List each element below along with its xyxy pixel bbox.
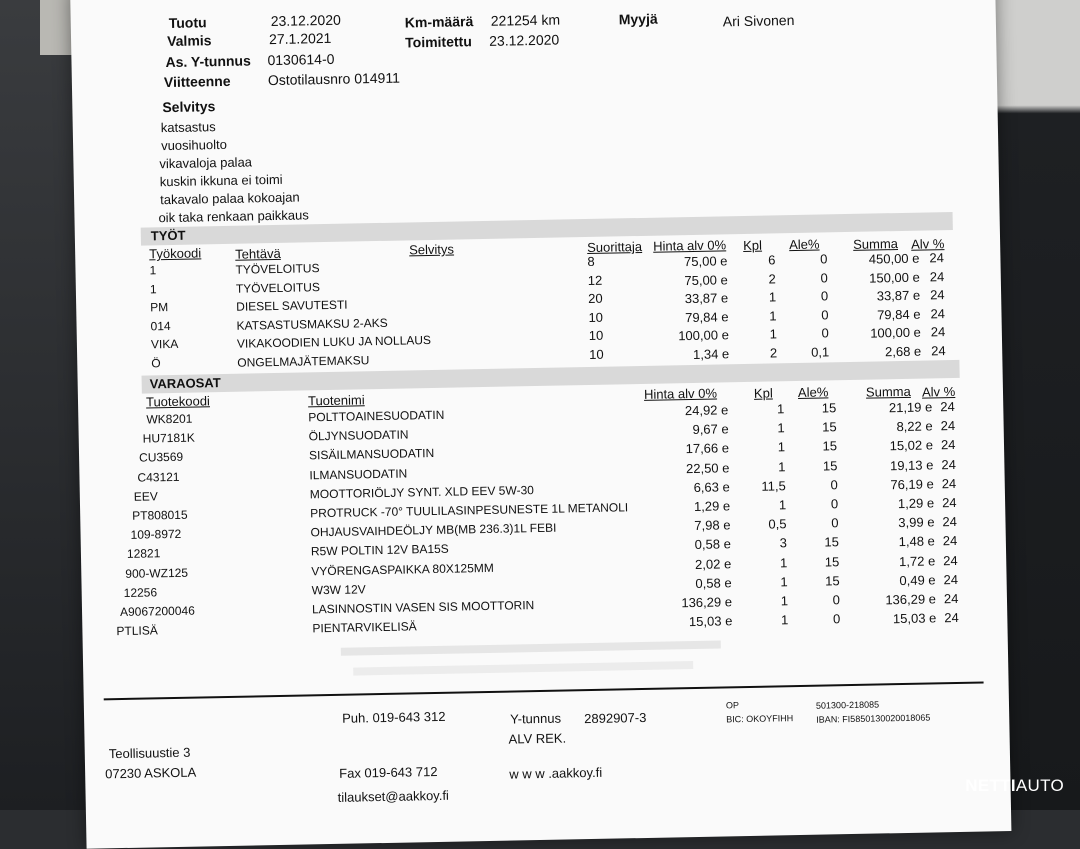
tyot-cell-disc: 0 (820, 269, 828, 286)
viitteenne-label: Viitteenne (163, 72, 231, 91)
tyot-cell-sum: 100,00 e (870, 324, 921, 341)
varaosat-cell-qty: 1 (780, 612, 789, 628)
varaosat-cell-qty: 1 (780, 574, 788, 590)
varaosat-cell-code: EEV (133, 489, 158, 504)
tyot-col-disc: Ale% (788, 236, 820, 253)
tyot-cell-worker: 10 (589, 346, 604, 362)
footer-phone: Puh. 019-643 312 (341, 708, 446, 726)
varaosat-cell-vat: 24 (940, 418, 956, 434)
tyot-cell-worker: 10 (588, 309, 604, 325)
varaosat-cell-price: 0,58 e (694, 536, 732, 553)
varaosat-cell-price: 17,66 e (685, 440, 730, 457)
varaosat-cell-sum: 15,03 e (892, 610, 937, 627)
varaosat-cell-code: WK8201 (146, 411, 193, 427)
varaosat-cell-sum: 1,48 e (898, 533, 935, 550)
varaosat-cell-vat: 24 (941, 494, 957, 511)
varaosat-cell-name: ÖLJYNSUODATIN (308, 427, 409, 444)
kmmaara-label: Km-määrä (404, 13, 474, 31)
tyot-cell-sum: 450,00 e (868, 250, 920, 267)
varaosat-cell-code: 12256 (123, 585, 158, 600)
tuotu-label: Tuotu (168, 14, 207, 31)
tyot-cell-price: 100,00 e (678, 327, 729, 344)
varaosat-cell-sum: 15,02 e (889, 437, 934, 454)
tyot-cell-qty: 1 (768, 289, 777, 305)
footer-email: tilaukset@aakkoy.fi (337, 787, 450, 805)
footer-address2: 07230 ASKOLA (105, 764, 197, 782)
tyot-cell-code: VIKA (150, 336, 179, 352)
tyot-cell-task: TYÖVELOITUS (235, 279, 321, 296)
varaosat-cell-vat: 24 (941, 456, 956, 472)
bleed-through (341, 641, 721, 656)
varaosat-cell-price: 136,29 e (681, 594, 733, 611)
selvitys-title: Selvitys (162, 98, 216, 116)
varaosat-cell-code: 12821 (126, 546, 161, 562)
tyot-cell-worker: 12 (587, 272, 603, 288)
varaosat-cell-disc: 15 (824, 553, 840, 570)
footer-divider (104, 681, 984, 700)
varaosat-cell-code: PT808015 (132, 507, 188, 523)
varaosat-cell-qty: 1 (780, 593, 789, 609)
toimitettu-label: Toimitettu (405, 33, 472, 51)
varaosat-cell-vat: 24 (943, 552, 958, 568)
tyot-col-price: Hinta alv 0% (652, 237, 727, 254)
varaosat-cell-name: OHJAUSVAIHDEÖLJY MB(MB 236.3)1L FEBI (310, 520, 557, 540)
tyot-cell-code: Ö (151, 355, 161, 370)
varaosat-cell-disc: 0 (832, 592, 841, 608)
tyot-col-worker: Suorittaja (587, 238, 643, 255)
tyot-cell-task: KATSASTUSMAKSU 2-AKS (236, 315, 388, 333)
varaosat-cell-name: VYÖRENGASPAIKKA 80X125MM (311, 560, 494, 578)
varaosat-col-disc: Ale% (797, 384, 829, 400)
footer-ytunnus-label: Y-tunnus (510, 710, 562, 727)
varaosat-cell-price: 1,29 e (693, 498, 731, 514)
tuotu-value: 23.12.2020 (270, 11, 341, 30)
tyot-cell-qty: 1 (769, 326, 777, 342)
valmis-label: Valmis (166, 32, 212, 50)
tyot-cell-price: 79,84 e (684, 308, 729, 325)
varaosat-cell-vat: 24 (942, 514, 958, 530)
varaosat-cell-disc: 0 (830, 477, 838, 493)
varaosat-cell-disc: 15 (822, 457, 838, 474)
tyot-cell-code: PM (150, 300, 169, 315)
tyot-col-task: Tehtävä (235, 245, 281, 262)
valmis-value: 27.1.2021 (268, 29, 332, 48)
varaosat-cell-sum: 1,29 e (897, 495, 935, 512)
tyot-cell-task: TYÖVELOITUS (235, 261, 320, 277)
varaosat-cell-code: CU3569 (138, 450, 184, 466)
selvitys-line: oik taka renkaan paikkaus (158, 207, 309, 226)
tyot-col-qty: Kpl (742, 237, 763, 254)
tyot-cell-vat: 24 (930, 305, 946, 321)
tyot-cell-qty: 6 (768, 252, 776, 268)
toimitettu-value: 23.12.2020 (489, 31, 560, 49)
varaosat-cell-name: MOOTTORIÖLJY SYNT. XLD EEV 5W-30 (309, 482, 534, 502)
tyot-cell-vat: 24 (929, 268, 945, 284)
varaosat-cell-vat: 24 (940, 437, 956, 453)
varaosat-cell-price: 0,58 e (695, 575, 732, 591)
varaosat-cell-sum: 3,99 e (898, 514, 935, 531)
varaosat-cell-vat: 24 (942, 533, 958, 549)
selvitys-line: kuskin ikkuna ei toimi (159, 171, 283, 190)
tyot-cell-disc: 0 (821, 306, 829, 323)
varaosat-cell-price: 9,67 e (692, 421, 729, 438)
varaosat-cell-qty: 11,5 (761, 478, 786, 494)
tyot-cell-qty: 1 (769, 307, 777, 324)
selvitys-line: vuosihuolto (160, 136, 228, 154)
footer-fax: Fax 019-643 712 (339, 763, 438, 781)
varaosat-cell-code: 109-8972 (130, 527, 182, 543)
footer-iban: IBAN: FI5850130020018065 (816, 712, 931, 725)
watermark-part1: NETTI (965, 776, 1016, 795)
varaosat-col-qty: Kpl (753, 385, 773, 401)
viitteenne-value: Ostotilausnro 014911 (267, 69, 401, 89)
varaosat-cell-disc: 0 (830, 496, 839, 512)
selvitys-line: katsastus (160, 119, 216, 136)
tyot-cell-task: VIKAKOODIEN LUKU JA NOLLAUS (236, 333, 432, 351)
varaosat-cell-name: PIENTARVIKELISÄ (312, 619, 417, 636)
varaosat-cell-qty: 3 (779, 535, 788, 551)
varaosat-cell-name: R5W POLTIN 12V BA15S (310, 542, 449, 559)
tyot-cell-price: 1,34 e (692, 345, 730, 362)
tyot-col-sum: Summa (852, 236, 899, 252)
varaosat-cell-code: A9067200046 (119, 603, 195, 620)
varaosat-cell-qty: 1 (776, 401, 785, 417)
varaosat-cell-vat: 24 (943, 571, 959, 588)
footer-address1: Teollisuustie 3 (108, 744, 191, 762)
varaosat-cell-name: ILMANSUODATIN (309, 466, 408, 482)
varaosat-cell-name: SISÄILMANSUODATIN (308, 446, 435, 463)
footer-account: 501300-218085 (815, 699, 880, 711)
tyot-cell-code: 014 (150, 318, 171, 333)
varaosat-cell-sum: 8,22 e (896, 418, 933, 435)
varaosat-cell-price: 7,98 e (694, 517, 731, 534)
varaosat-cell-vat: 24 (944, 610, 959, 626)
varaosat-cell-code: C43121 (137, 469, 180, 485)
tyot-cell-disc: 0 (821, 325, 829, 341)
tyot-cell-sum: 79,84 e (876, 306, 921, 322)
footer-ytunnus-value: 2892907-3 (584, 709, 647, 727)
varaosat-title: VARAOSAT (149, 375, 221, 392)
tyot-cell-price: 33,87 e (684, 290, 729, 307)
varaosat-col-vat: Alv % (921, 383, 956, 400)
varaosat-cell-qty: 1 (778, 497, 787, 513)
asytunnus-label: As. Y-tunnus (165, 52, 251, 71)
tyot-cell-price: 75,00 e (683, 253, 728, 270)
varaosat-cell-vat: 24 (943, 590, 959, 607)
varaosat-cell-disc: 0 (831, 515, 839, 531)
footer-bic: BIC: OKOYFIHH (726, 713, 794, 725)
tyot-cell-code: 1 (149, 263, 157, 278)
tyot-cell-vat: 24 (931, 342, 946, 358)
tyot-cell-qty: 2 (768, 270, 776, 287)
varaosat-cell-vat: 24 (941, 475, 957, 492)
tyot-cell-qty: 2 (769, 344, 778, 361)
tyot-cell-worker: 10 (588, 327, 604, 343)
varaosat-cell-disc: 15 (824, 534, 839, 550)
varaosat-cell-name: POLTTOAINESUODATIN (308, 407, 445, 425)
tyot-cell-worker: 20 (587, 290, 603, 306)
footer-bank: OP (725, 700, 740, 711)
varaosat-cell-sum: 21,19 e (888, 399, 933, 416)
varaosat-cell-sum: 19,13 e (889, 456, 934, 473)
asytunnus-value: 0130614-0 (267, 50, 335, 69)
varaosat-col-code: Tuotekoodi (145, 393, 211, 410)
tyot-cell-task: ONGELMAJÄTEMAKSU (237, 352, 370, 370)
invoice-paper (70, 0, 1011, 849)
varaosat-cell-name: W3W 12V (311, 582, 366, 598)
varaosat-cell-name: LASINNOSTIN VASEN SIS MOOTTORIN (311, 598, 535, 617)
tyot-cell-sum: 150,00 e (869, 269, 920, 286)
myyja-value: Ari Sivonen (722, 11, 795, 30)
varaosat-cell-name: PROTRUCK -70° TUULILASINPESUNESTE 1L METANOLI (310, 500, 629, 521)
tyot-cell-vat: 24 (929, 287, 945, 303)
bleed-through (353, 661, 693, 676)
varaosat-cell-price: 6,63 e (693, 479, 730, 495)
varaosat-cell-qty: 0,5 (768, 516, 787, 532)
varaosat-cell-disc: 15 (821, 400, 837, 416)
footer-alv: ALV REK. (508, 730, 567, 747)
tyot-cell-price: 75,00 e (684, 271, 728, 288)
varaosat-cell-code: 900-WZ125 (125, 565, 189, 581)
nettiauto-watermark (965, 776, 1064, 796)
varaosat-cell-qty: 1 (777, 420, 785, 436)
myyja-label: Myyjä (618, 10, 658, 28)
varaosat-cell-sum: 1,72 e (898, 552, 936, 569)
tyot-cell-worker: 8 (587, 253, 595, 269)
tyot-cell-code: 1 (149, 281, 157, 296)
varaosat-cell-price: 22,50 e (685, 459, 730, 476)
varaosat-cell-disc: 15 (824, 573, 840, 589)
tyot-col-code: Työkoodi (149, 245, 202, 262)
varaosat-cell-price: 24,92 e (684, 402, 729, 419)
tyot-title: TYÖT (150, 227, 186, 244)
tyot-cell-sum: 2,68 e (884, 343, 922, 359)
varaosat-cell-sum: 0,49 e (899, 572, 936, 588)
watermark-part2: AUTO (1015, 776, 1064, 795)
tyot-cell-disc: 0,1 (810, 343, 830, 360)
varaosat-cell-sum: 136,29 e (885, 591, 937, 608)
varaosat-cell-disc: 15 (822, 419, 837, 435)
tyot-cell-disc: 0 (820, 288, 829, 304)
varaosat-cell-disc: 0 (832, 611, 841, 627)
varaosat-cell-price: 15,03 e (688, 613, 733, 630)
varaosat-cell-sum: 76,19 e (890, 476, 934, 493)
varaosat-cell-code: HU7181K (142, 430, 195, 446)
tyot-cell-sum: 33,87 e (876, 287, 921, 304)
tyot-col-desc: Selvitys (409, 241, 455, 258)
varaosat-cell-code: PTLISÄ (116, 623, 158, 639)
varaosat-col-price: Hinta alv 0% (643, 385, 718, 402)
kmmaara-value: 221254 km (490, 11, 561, 29)
selvitys-line: vikavaloja palaa (159, 154, 253, 172)
varaosat-cell-qty: 1 (779, 554, 788, 570)
footer-web: w w w .aakkoy.fi (509, 764, 603, 782)
varaosat-col-sum: Summa (865, 383, 911, 400)
varaosat-cell-qty: 1 (778, 458, 786, 474)
varaosat-cell-disc: 15 (822, 438, 838, 454)
selvitys-line: takavalo palaa kokoajan (160, 189, 300, 208)
tyot-col-vat: Alv % (910, 236, 945, 252)
varaosat-col-name: Tuotenimi (307, 392, 365, 409)
varaosat-cell-qty: 1 (777, 439, 786, 455)
tyot-cell-vat: 24 (930, 324, 946, 340)
varaosat-cell-price: 2,02 e (694, 555, 732, 572)
tyot-cell-disc: 0 (820, 251, 828, 267)
varaosat-cell-vat: 24 (940, 398, 955, 415)
tyot-cell-vat: 24 (929, 250, 945, 266)
tyot-cell-task: DIESEL SAVUTESTI (236, 297, 348, 314)
